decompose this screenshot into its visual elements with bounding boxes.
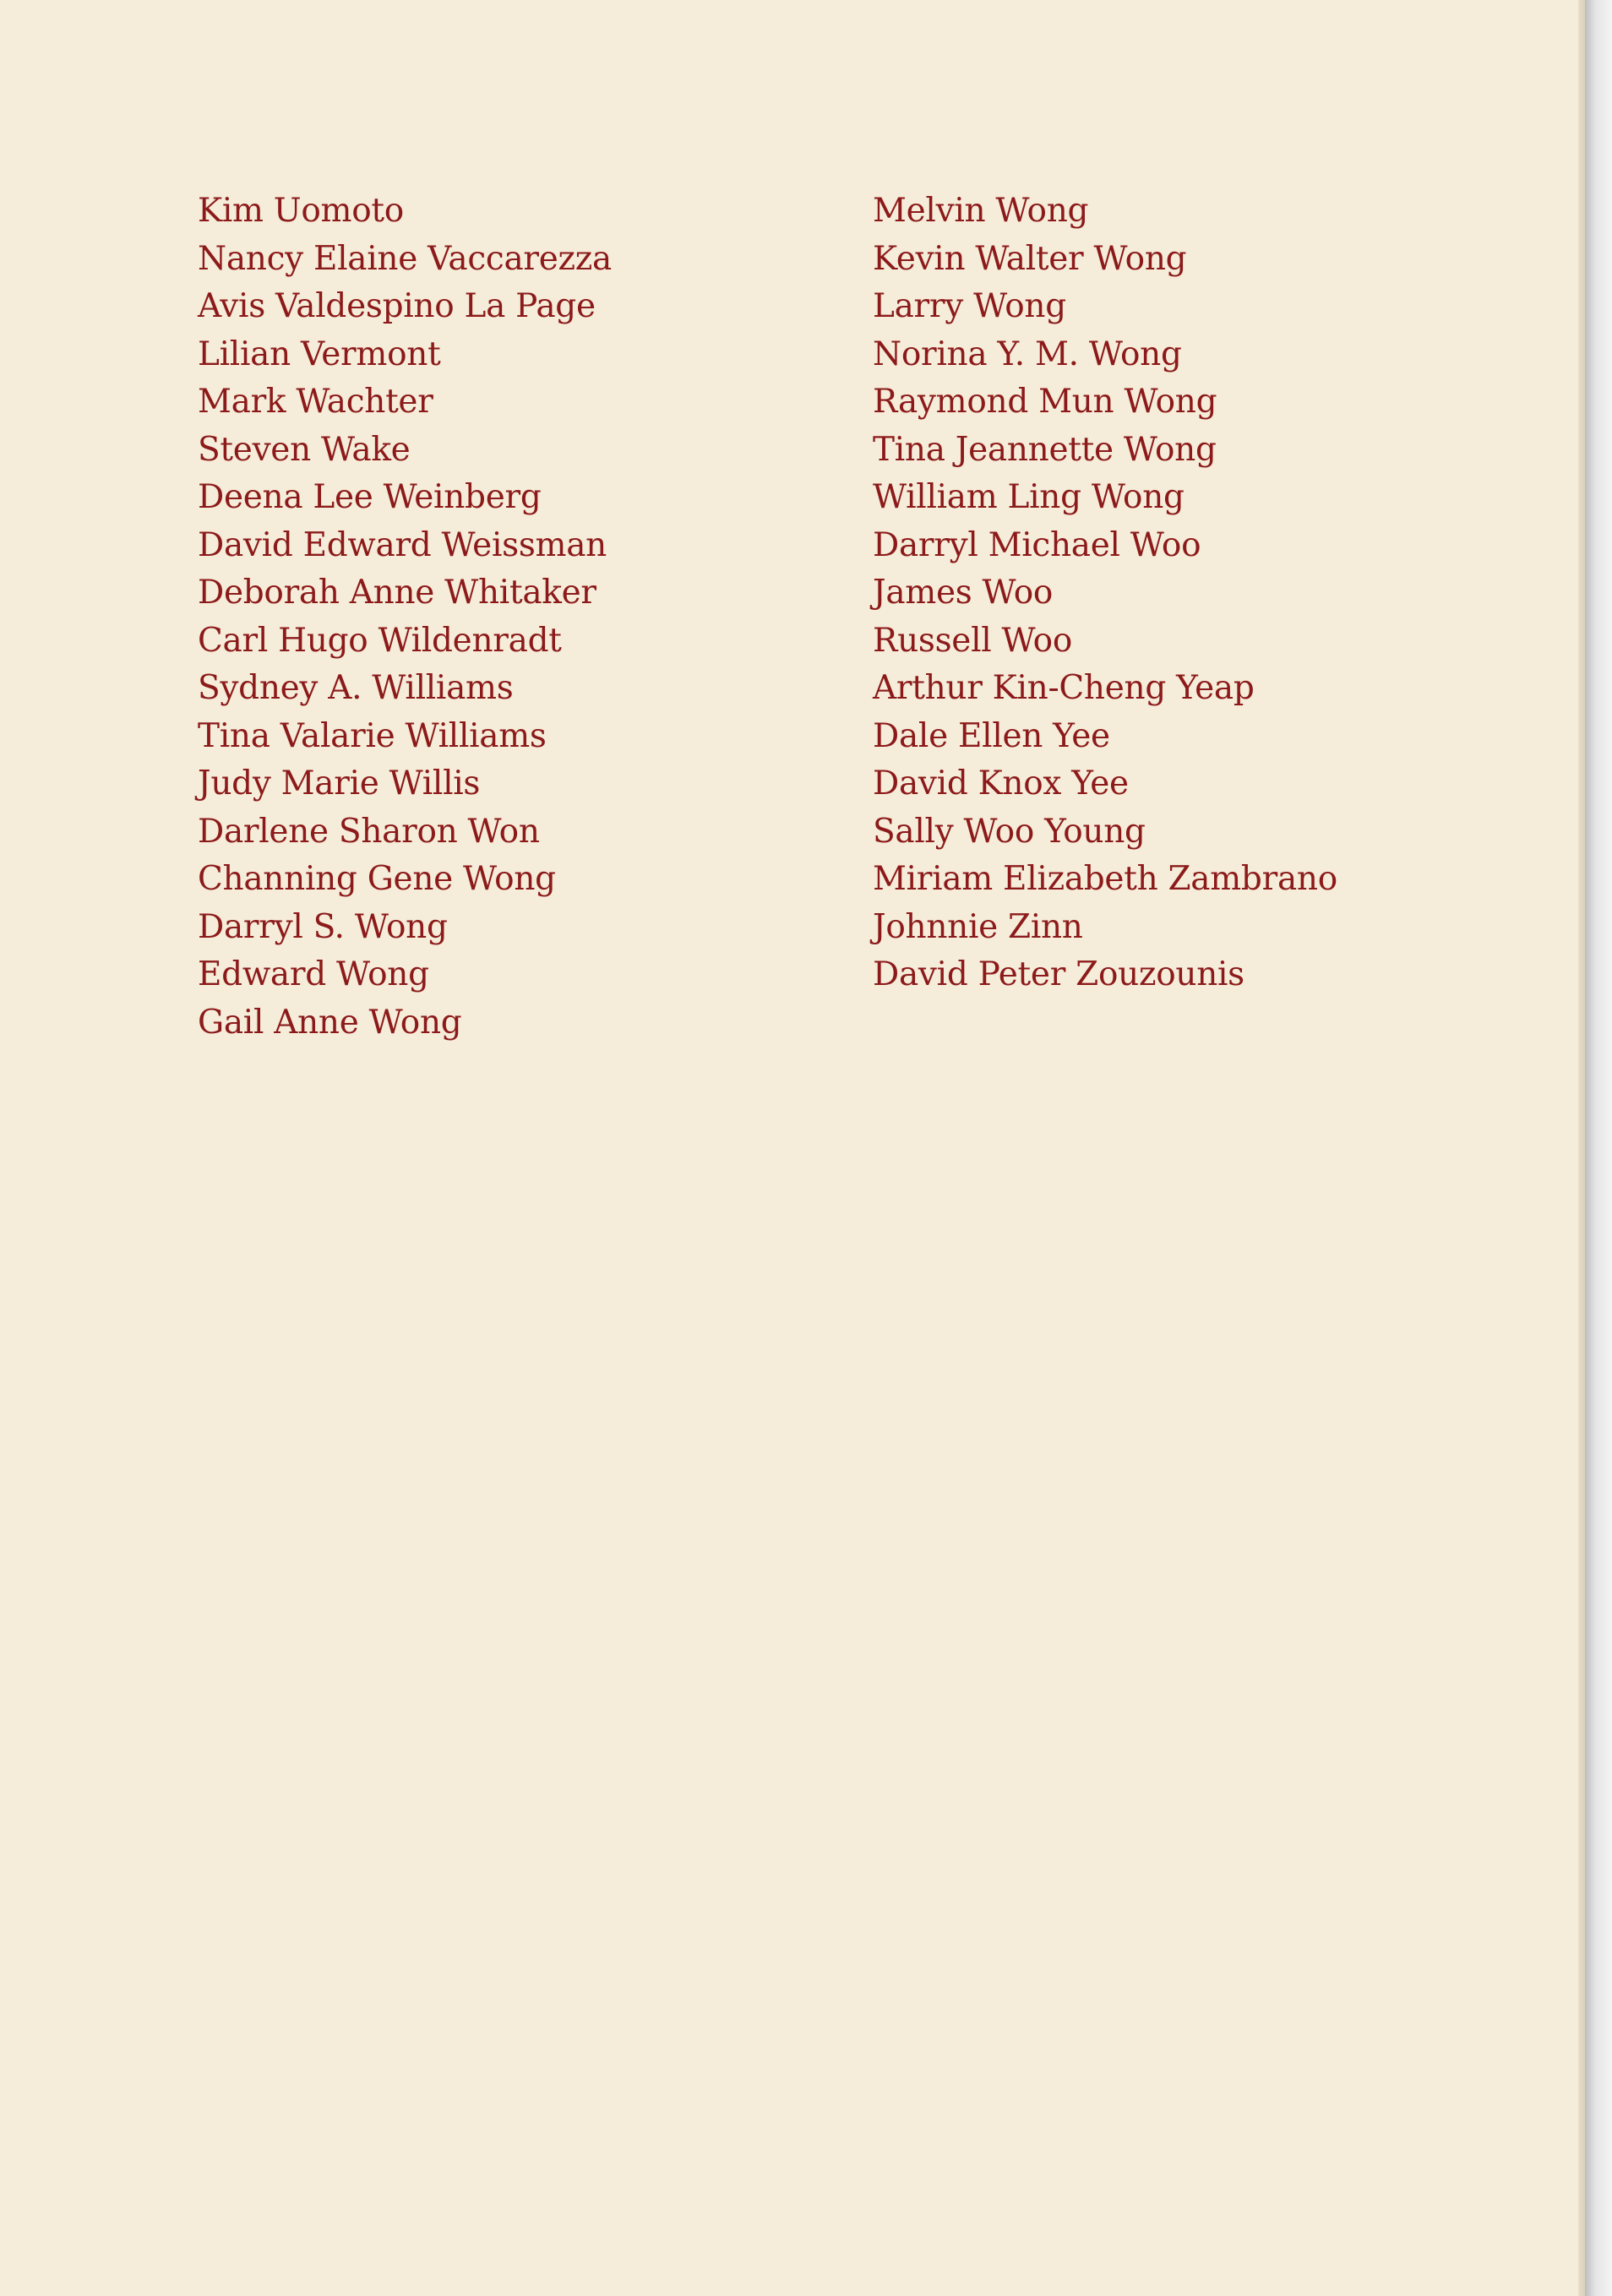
name-entry: Kim Uomoto xyxy=(198,192,404,230)
name-entry: Sydney A. Williams xyxy=(198,669,514,707)
name-entry: Sally Woo Young xyxy=(873,812,1146,851)
page-edge xyxy=(1578,0,1585,2296)
name-entry: Lilian Vermont xyxy=(198,335,441,373)
name-entry: Miriam Elizabeth Zambrano xyxy=(873,860,1337,898)
name-entry: Johnnie Zinn xyxy=(873,907,1083,946)
scanner-backing xyxy=(1585,0,1612,2296)
name-entry: Arthur Kin-Cheng Yeap xyxy=(873,669,1255,707)
name-entry: Dale Ellen Yee xyxy=(873,716,1110,755)
name-entry: Tina Jeannette Wong xyxy=(873,430,1217,469)
name-entry: Tina Valarie Williams xyxy=(198,716,547,755)
names-column-right xyxy=(873,188,1337,999)
name-entry: Kevin Walter Wong xyxy=(873,239,1187,278)
name-entry: Melvin Wong xyxy=(873,192,1089,230)
name-entry: Edward Wong xyxy=(198,955,429,993)
name-entry: Mark Wachter xyxy=(198,383,433,421)
name-entry: Darryl Michael Woo xyxy=(873,525,1201,564)
names-column-left xyxy=(198,188,612,1047)
name-entry: Norina Y. M. Wong xyxy=(873,335,1182,373)
name-entry: Russell Woo xyxy=(873,621,1073,660)
name-entry: Steven Wake xyxy=(198,430,411,469)
name-entry: Deborah Anne Whitaker xyxy=(198,574,596,612)
name-entry: Gail Anne Wong xyxy=(198,1003,462,1042)
name-entry: Judy Marie Willis xyxy=(198,764,481,803)
name-entry: Darryl S. Wong xyxy=(198,907,448,946)
name-entry: David Peter Zouzounis xyxy=(873,955,1244,993)
name-entry: Raymond Mun Wong xyxy=(873,383,1217,421)
name-entry: David Knox Yee xyxy=(873,764,1129,803)
name-entry: James Woo xyxy=(873,574,1054,612)
name-entry: Deena Lee Weinberg xyxy=(198,478,542,516)
name-entry: David Edward Weissman xyxy=(198,525,607,564)
name-entry: William Ling Wong xyxy=(873,478,1184,516)
name-entry: Larry Wong xyxy=(873,287,1066,325)
name-entry: Avis Valdespino La Page xyxy=(198,287,596,325)
name-entry: Carl Hugo Wildenradt xyxy=(198,621,562,660)
name-entry: Darlene Sharon Won xyxy=(198,812,540,851)
name-entry: Channing Gene Wong xyxy=(198,860,556,898)
name-entry: Nancy Elaine Vaccarezza xyxy=(198,239,612,278)
